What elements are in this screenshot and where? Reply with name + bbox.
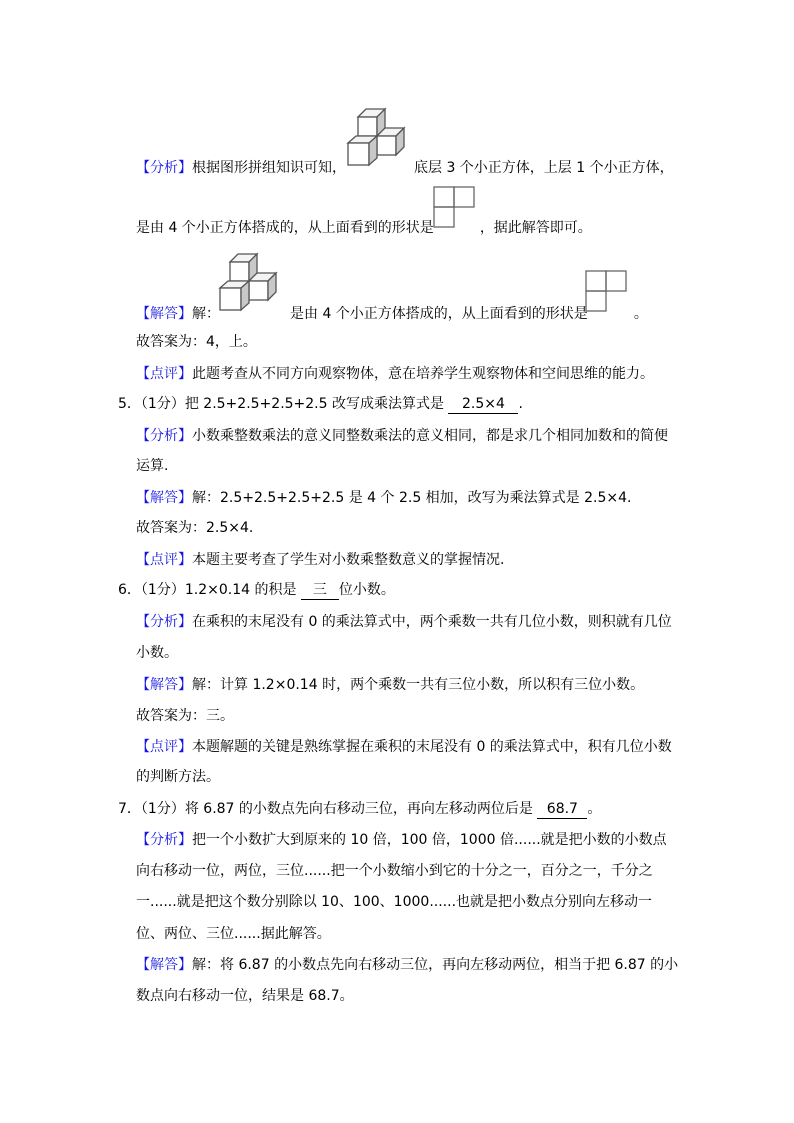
analysis-tag: 【分析】	[136, 428, 192, 444]
q5-answer	[136, 488, 631, 508]
q7-stem-text: 将 6.87 的小数点先向右移动三位，再向左移动两位后是	[184, 801, 533, 817]
q4-analysis-text-d: ，据此解答即可。	[479, 220, 592, 236]
q4-analysis-line2	[136, 218, 592, 238]
q7-analysis-line4: 位、两位、三位......据此解答。	[136, 926, 331, 942]
q6-answer	[136, 675, 644, 695]
q4-answer-line	[136, 304, 648, 324]
q6-comment-line2: 的判断方法。	[136, 769, 220, 785]
top-view-figure-answer	[585, 270, 631, 316]
q5-analysis-line2: 运算.	[136, 458, 169, 474]
q5-stem-text: 把 2.5+2.5+2.5+2.5 改写成乘法算式是	[184, 396, 444, 412]
answer-tag: 【解答】	[136, 677, 192, 693]
analysis-tag: 【分析】	[136, 614, 192, 630]
comment-tag: 【点评】	[136, 366, 192, 382]
q6-comment-line1	[136, 737, 672, 757]
q5-number: 5．	[118, 396, 141, 412]
q5-answer-blank: 2.5×4	[448, 395, 518, 414]
q7-analysis-line2: 向右移动一位，两位，三位......把一个小数缩小到它的十分之一，百分之一，千分之	[136, 863, 653, 879]
q6-analysis-line2: 小数。	[136, 645, 178, 661]
q4-comment-text: 此题考查从不同方向观察物体，意在培养学生观察物体和空间思维的能力。	[192, 366, 654, 382]
q6-answer-blank: 三	[301, 581, 339, 600]
q5-answer-text: 解：2.5+2.5+2.5+2.5 是 4 个 2.5 相加，改写为乘法算式是 2.5×4.	[192, 490, 632, 506]
q6-stem-end: 位小数。	[338, 582, 395, 598]
q4-analysis-text-a: 根据图形拼组知识可知，	[192, 160, 346, 176]
q4-comment	[136, 364, 654, 384]
q7-answer-line1	[136, 955, 678, 975]
q4-analysis-text-b: 底层 3 个小正方体，上层 1 个小正方体，	[414, 160, 674, 176]
q7-analysis-text: 把一个小数扩大到原来的 10 倍，100 倍，1000 倍......就是把小数的小数点	[192, 832, 667, 848]
q4-answer-text-b: 是由 4 个小正方体搭成的，从上面看到的形状是	[290, 306, 588, 322]
comment-tag: 【点评】	[136, 552, 192, 568]
q7-analysis-line3: 一......就是把这个数分别除以 10、100、1000......也就是把小数点分别向左移动一	[136, 894, 653, 910]
cube-stack-figure-answer	[218, 248, 288, 318]
q6-stem-text: 1.2×0.14 的积是	[184, 582, 297, 598]
q4-answer-text-a: 解：	[192, 306, 220, 322]
analysis-tag: 【分析】	[136, 160, 192, 176]
q6-score: （1分）	[140, 582, 185, 598]
cube-stack-figure	[346, 103, 416, 173]
q7-number: 7．	[118, 801, 141, 817]
q6-analysis-text: 在乘积的末尾没有 0 的乘法算式中，两个乘数一共有几位小数，则积就有几位	[192, 614, 672, 630]
q5-comment-text: 本题主要考查了学生对小数乘整数意义的掌握情况.	[192, 552, 505, 568]
q6-comment-text: 本题解题的关键是熟练掌握在乘积的末尾没有 0 的乘法算式中，积有几位小数	[192, 739, 672, 755]
q4-answer-text-c: 。	[633, 306, 648, 322]
q7-score: （1分）	[140, 801, 185, 817]
q7-answer-blank: 68.7	[537, 800, 587, 819]
q4-analysis-text-c: 是由 4 个小正方体搭成的，从上面看到的形状是	[136, 220, 434, 236]
q6-analysis-line1	[136, 612, 672, 632]
q5-analysis-line1	[136, 426, 668, 446]
q6-answer-text: 解：计算 1.2×0.14 时，两个乘数一共有三位小数，所以积有三位小数。	[192, 677, 645, 693]
q4-final-answer: 故答案为：4，上。	[136, 334, 257, 350]
q5-score: （1分）	[140, 396, 185, 412]
q6-stem	[118, 580, 395, 600]
q7-answer-line2: 数点向右移动一位，结果是 68.7。	[136, 988, 354, 1004]
top-view-figure	[433, 186, 479, 232]
q7-analysis-line1	[136, 830, 667, 850]
analysis-tag: 【分析】	[136, 832, 192, 848]
answer-tag: 【解答】	[136, 490, 192, 506]
q5-analysis-text: 小数乘整数乘法的意义同整数乘法的意义相同，都是求几个相同加数和的简便	[192, 428, 668, 444]
q5-final-answer: 故答案为：2.5×4.	[136, 520, 254, 536]
q5-comment	[136, 550, 504, 570]
q6-final-answer: 故答案为：三。	[136, 708, 234, 724]
answer-tag: 【解答】	[136, 957, 192, 973]
q6-number: 6．	[118, 582, 141, 598]
comment-tag: 【点评】	[136, 739, 192, 755]
q7-answer-text: 解：将 6.87 的小数点先向右移动三位，再向左移动两位，相当于把 6.87 的小	[192, 957, 679, 973]
q7-stem	[118, 799, 601, 819]
answer-tag: 【解答】	[136, 306, 192, 322]
q5-stem	[118, 394, 523, 414]
q7-stem-end: 。	[587, 801, 602, 817]
q5-stem-end: .	[518, 396, 523, 412]
